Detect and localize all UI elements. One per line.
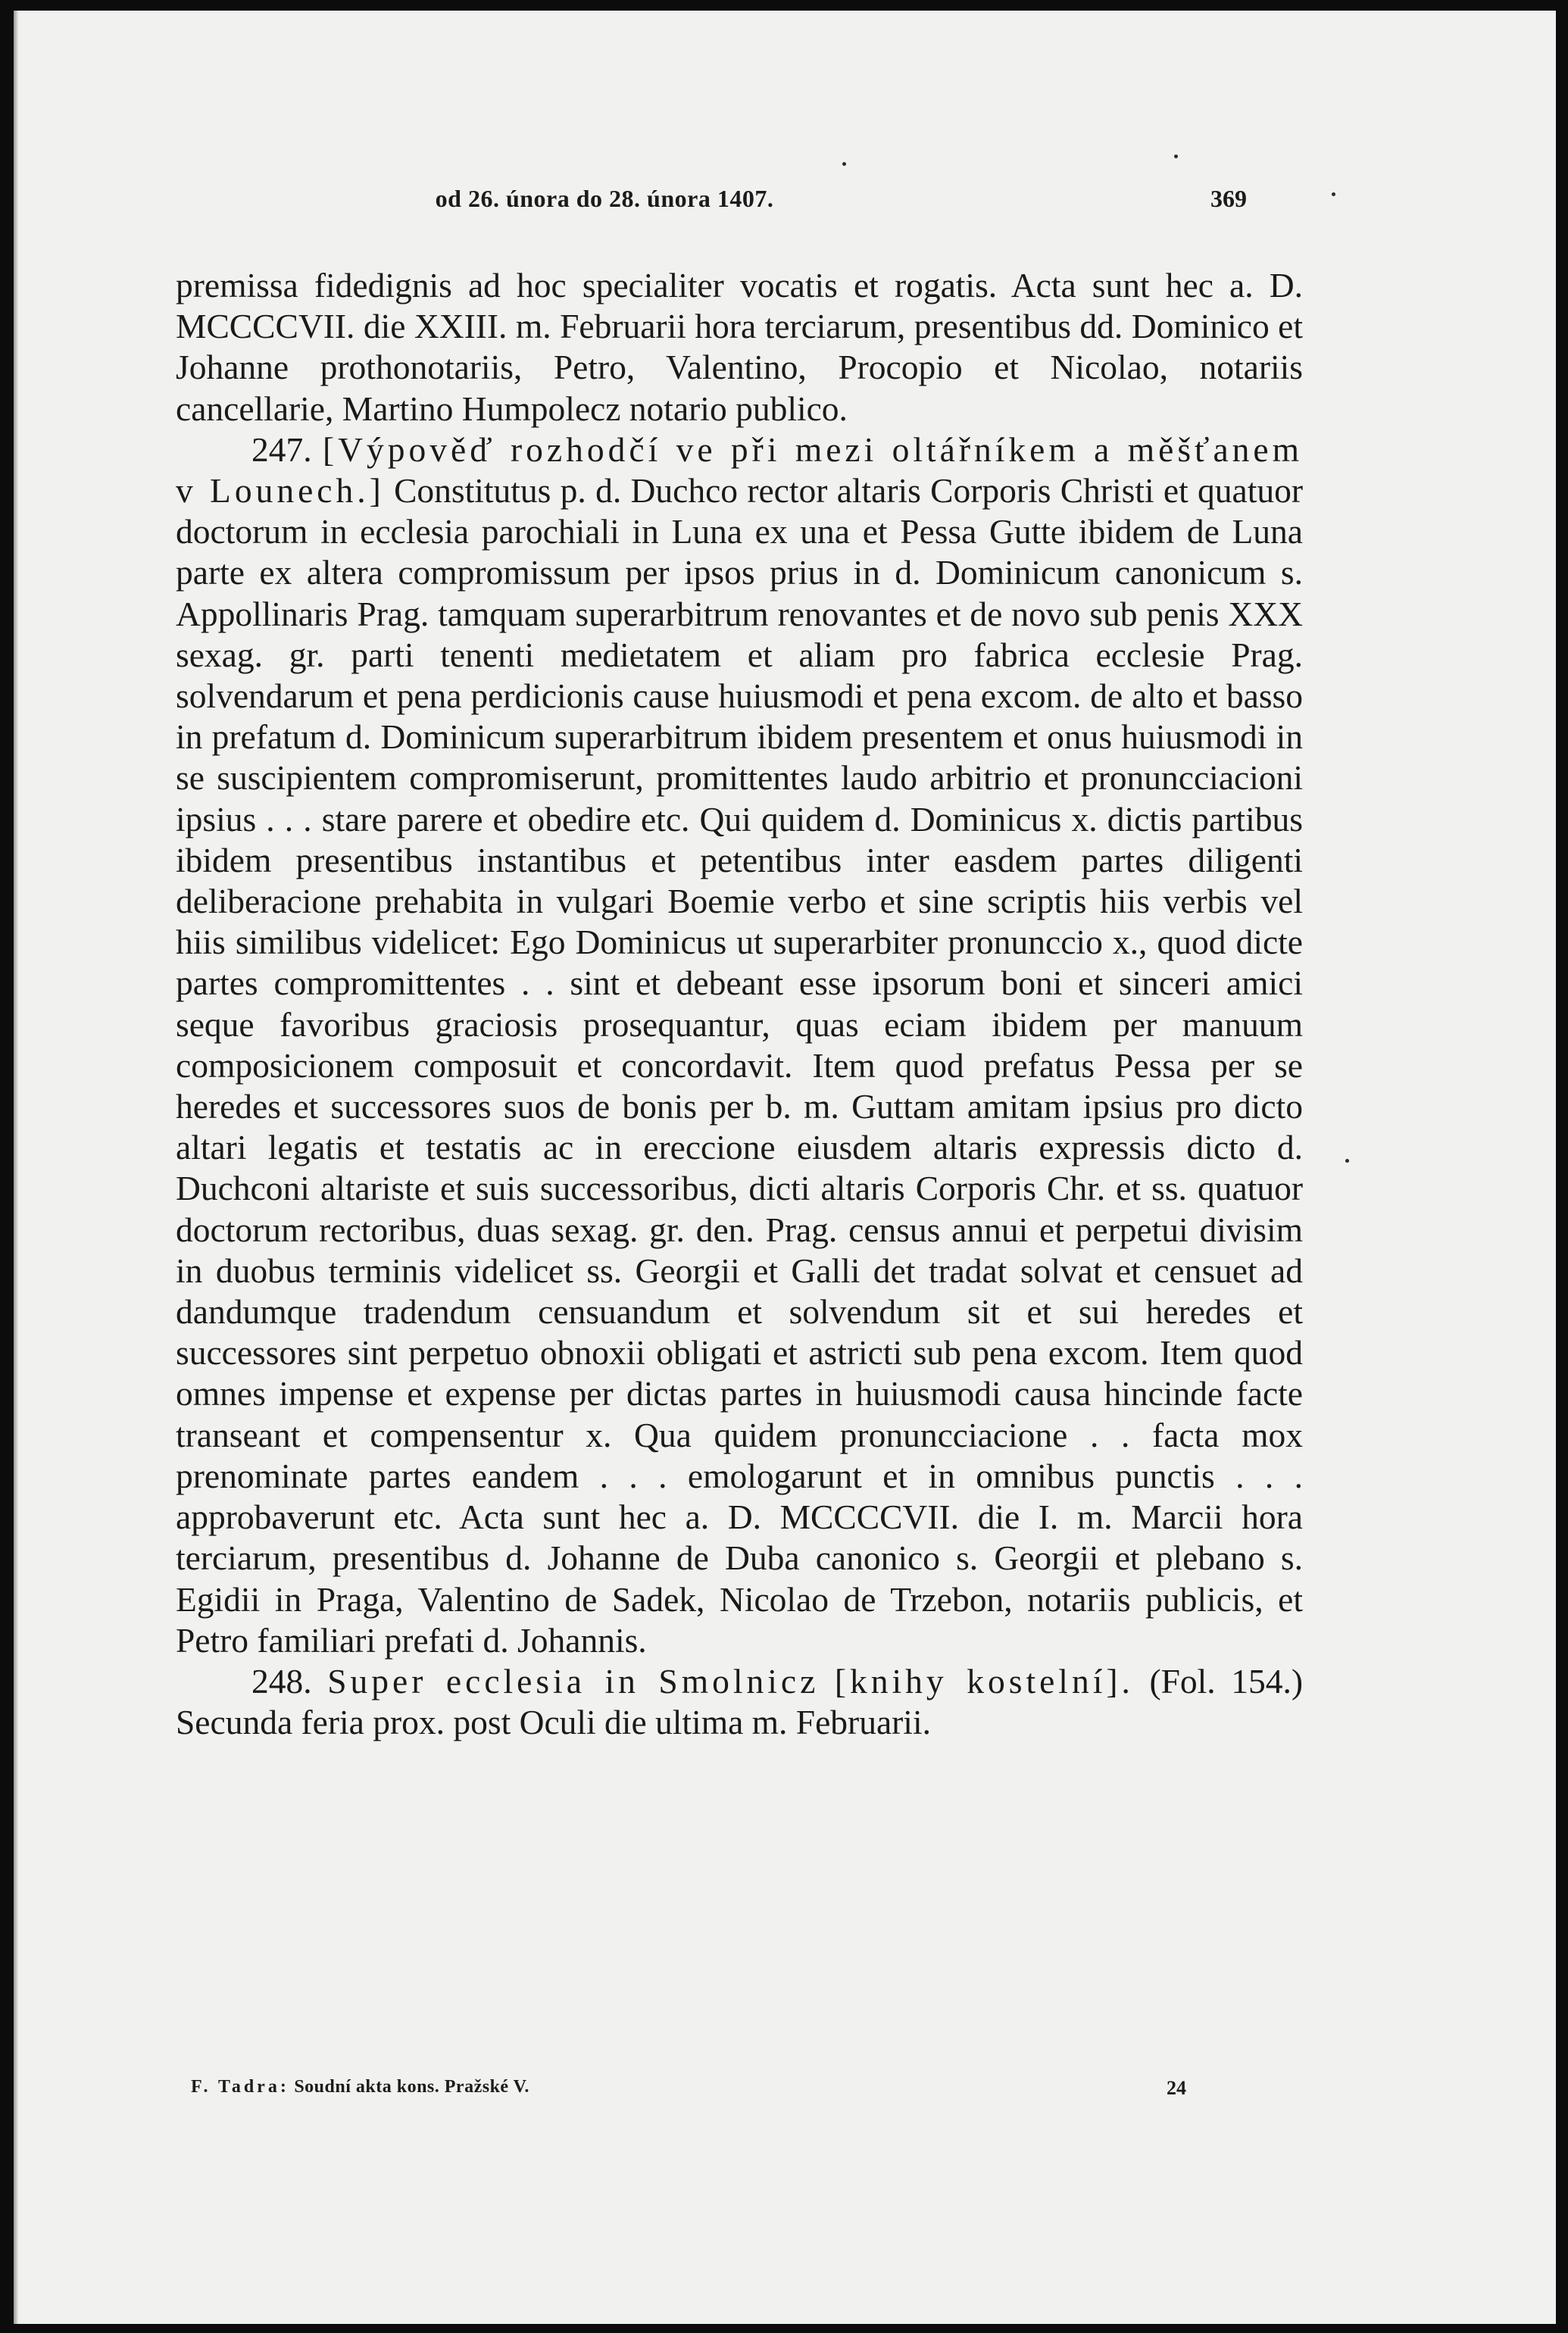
page-spine-shadow	[14, 11, 18, 2324]
entry-247-number: 247.	[251, 429, 312, 469]
entry-248-bracket: [knihy kostelní].	[834, 1661, 1134, 1701]
scan-speck	[1174, 155, 1178, 158]
footer-author: F. Tadra:	[191, 2077, 289, 2097]
entry-248-number: 248.	[251, 1661, 312, 1701]
book-page	[14, 11, 1556, 2324]
scan-speck	[1332, 192, 1335, 196]
running-title: od 26. února do 28. února 1407.	[435, 185, 774, 212]
page-header	[14, 185, 1556, 223]
entry-248-text: (Fol. 154.) Secunda feria prox. post Oculi die ultima m. Februarii.	[176, 1661, 1304, 1742]
page-number: 369	[1210, 185, 1247, 212]
page-body	[176, 265, 1303, 1743]
scan-speck	[842, 162, 846, 166]
scan-speck	[1345, 1159, 1349, 1163]
entry-248	[176, 1661, 1303, 1743]
sheet-signature: 24	[1167, 2077, 1186, 2099]
entry-248-heading: Super ecclesia in Smolnicz	[327, 1661, 820, 1701]
page-footer	[14, 2077, 1556, 2107]
entry-247	[176, 429, 1303, 1661]
continuation-paragraph: premissa fidedignis ad hoc specialiter vocatis et rogatis. Acta sunt hec a. D. MCCCCVII. die XXIII. m. Februarii hora terciarum, presentibus dd. Dominico et Johanne prothonotariis, Petro, Valentino, Procopio et Nicolao, notariis cancellarie, Martino Humpolecz notario publico.	[176, 266, 1303, 428]
entry-247-heading: [Výpověď rozhodčí ve při mezi oltářníkem a měšťanem v Lounech.]	[176, 429, 1303, 511]
footer-title: Soudní akta kons. Pražské V.	[294, 2077, 529, 2097]
entry-247-text: Constitutus p. d. Duchco rector altaris Corporis Christi et quatuor doctorum in ecclesia parochiali in Luna ex una et Pessa Gutte ibidem de Luna parte ex altera compromissum per ipsos prius in d. Dominicum canonicum s. Appollinaris Prag. tamquam superarbitrum renovantes et de novo sub penis XXX sexag. gr. parti tenenti medietatem et aliam pro fabrica ecclesie Prag. solvendarum et pena perdicionis cause huiusmodi et pena excom. de alto et basso in prefatum d. Dominicum superarbitrum ibidem presentem et onus huiusmodi in se suscipientem compromiserunt, promittentes laudo arbitrio et pronuncciacioni ipsius . . . stare parere et obedire etc. Qui quidem d. Dominicus x. dictis partibus ibidem presentibus instantibus et petentibus inter easdem partes diligenti deliberacione prehabita in vulgari Boemie verbo et sine scriptis hiis verbis vel hiis similibus videlicet: Ego Dominicus ut superarbiter pronunccio x., quod dicte partes compromittentes . . sint et debeant esse ipsorum boni et sinceri amici seque favoribus graciosis prosequantur, quas eciam ibidem per manuum composicionem composuit et concordavit. Item quod prefatus Pessa per se heredes et successores suos de bonis per b. m. Guttam amitam ipsius pro dicto altari legatis et testatis ac in ereccione eiusdem altaris expressis dicto d. Duchconi altariste et suis successoribus, dicti altaris Corporis Chr. et ss. quatuor doctorum rectoribus, duas sexag. gr. den. Prag. census annui et perpetui divisim in duobus terminis videlicet ss. Georgii et Galli det tradat solvat et censuet ad dandumque tradendum censuandum et solvendum sit et sui heredes et successores sint perpetuo obnoxii obligati et astricti sub pena excom. Item quod omnes impense et expense per dictas partes in huiusmodi causa hincinde facte transeant et compensentur x. Qua quidem pronuncciacione . . facta mox prenominate partes eandem . . . emologarunt et in omnibus punctis . . . approbaverunt etc. Acta sunt hec a. D. MCCCCVII. die I. m. Marcii hora terciarum, presentibus d. Johanne de Duba canonico s. Georgii et plebano s. Egidii in Praga, Valentino de Sadek, Nicolao de Trzebon, notariis publicis, et Petro familiari prefati d. Johannis.	[176, 471, 1303, 1660]
footer-source	[191, 2077, 529, 2097]
